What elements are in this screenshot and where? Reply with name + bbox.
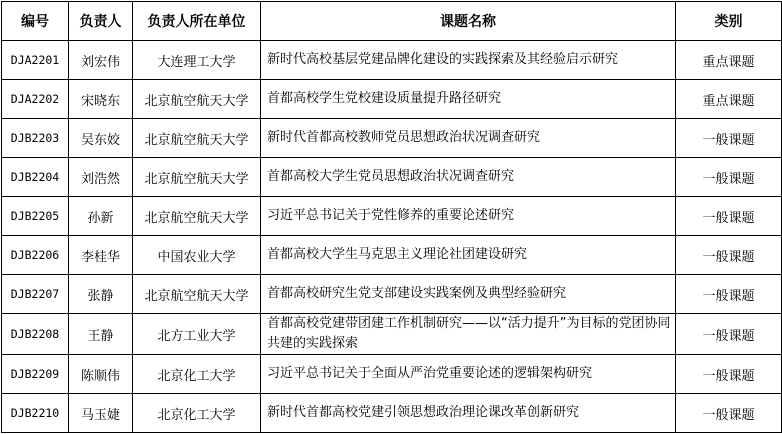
cell-topic: 首都高校研究生党支部建设实践案例及典型经验研究 xyxy=(261,275,676,314)
cell-code: DJB2203 xyxy=(2,119,69,158)
cell-type: 一般课题 xyxy=(676,119,782,158)
cell-unit: 中国农业大学 xyxy=(133,236,261,275)
cell-topic: 新时代首都高校党建引领思想政治理论课改革创新研究 xyxy=(261,394,676,433)
cell-code: DJB2207 xyxy=(2,275,69,314)
cell-leader: 王静 xyxy=(69,314,133,355)
project-table xyxy=(1,1,782,433)
cell-type: 一般课题 xyxy=(676,197,782,236)
cell-code: DJB2210 xyxy=(2,394,69,433)
cell-type: 一般课题 xyxy=(676,236,782,275)
table-row xyxy=(2,236,782,275)
cell-unit: 大连理工大学 xyxy=(133,41,261,80)
cell-code: DJB2205 xyxy=(2,197,69,236)
table-row xyxy=(2,314,782,355)
header-row xyxy=(2,2,782,41)
table-row xyxy=(2,275,782,314)
cell-topic: 习近平总书记关于全面从严治党重要论述的逻辑架构研究 xyxy=(261,355,676,394)
cell-unit: 北京化工大学 xyxy=(133,394,261,433)
header-topic: 课题名称 xyxy=(261,2,676,41)
header-code: 编号 xyxy=(2,2,69,41)
cell-unit: 北京航空航天大学 xyxy=(133,197,261,236)
cell-topic: 首都高校党建带团建工作机制研究——以“活力提升”为目标的党团协同共建的实践探索 xyxy=(261,314,676,355)
cell-topic: 首都高校大学生马克思主义理论社团建设研究 xyxy=(261,236,676,275)
cell-code: DJB2204 xyxy=(2,158,69,197)
cell-code: DJA2201 xyxy=(2,41,69,80)
table-row xyxy=(2,158,782,197)
table-row xyxy=(2,197,782,236)
cell-code: DJA2202 xyxy=(2,80,69,119)
table-row xyxy=(2,119,782,158)
header-type: 类别 xyxy=(676,2,782,41)
cell-type: 一般课题 xyxy=(676,394,782,433)
table-row xyxy=(2,80,782,119)
cell-topic: 习近平总书记关于党性修养的重要论述研究 xyxy=(261,197,676,236)
cell-unit: 北京航空航天大学 xyxy=(133,275,261,314)
cell-topic: 首都高校学生党校建设质量提升路径研究 xyxy=(261,80,676,119)
cell-leader: 吴东姣 xyxy=(69,119,133,158)
cell-leader: 宋晓东 xyxy=(69,80,133,119)
cell-code: DJB2208 xyxy=(2,314,69,355)
cell-unit: 北方工业大学 xyxy=(133,314,261,355)
cell-type: 重点课题 xyxy=(676,41,782,80)
cell-leader: 马玉婕 xyxy=(69,394,133,433)
table-row xyxy=(2,394,782,433)
cell-type: 一般课题 xyxy=(676,314,782,355)
cell-type: 重点课题 xyxy=(676,80,782,119)
cell-leader: 刘宏伟 xyxy=(69,41,133,80)
cell-leader: 李桂华 xyxy=(69,236,133,275)
cell-topic: 新时代首都高校教师党员思想政治状况调查研究 xyxy=(261,119,676,158)
cell-unit: 北京航空航天大学 xyxy=(133,158,261,197)
table-row xyxy=(2,355,782,394)
cell-unit: 北京化工大学 xyxy=(133,355,261,394)
cell-type: 一般课题 xyxy=(676,355,782,394)
cell-leader: 陈顺伟 xyxy=(69,355,133,394)
cell-type: 一般课题 xyxy=(676,275,782,314)
cell-code: DJB2209 xyxy=(2,355,69,394)
header-leader: 负责人 xyxy=(69,2,133,41)
cell-leader: 孙新 xyxy=(69,197,133,236)
cell-type: 一般课题 xyxy=(676,158,782,197)
cell-unit: 北京航空航天大学 xyxy=(133,80,261,119)
cell-leader: 张静 xyxy=(69,275,133,314)
cell-code: DJB2206 xyxy=(2,236,69,275)
cell-unit: 北京航空航天大学 xyxy=(133,119,261,158)
header-unit: 负责人所在单位 xyxy=(133,2,261,41)
cell-leader: 刘浩然 xyxy=(69,158,133,197)
cell-topic: 新时代高校基层党建品牌化建设的实践探索及其经验启示研究 xyxy=(261,41,676,80)
cell-topic: 首都高校大学生党员思想政治状况调查研究 xyxy=(261,158,676,197)
table-row xyxy=(2,41,782,80)
